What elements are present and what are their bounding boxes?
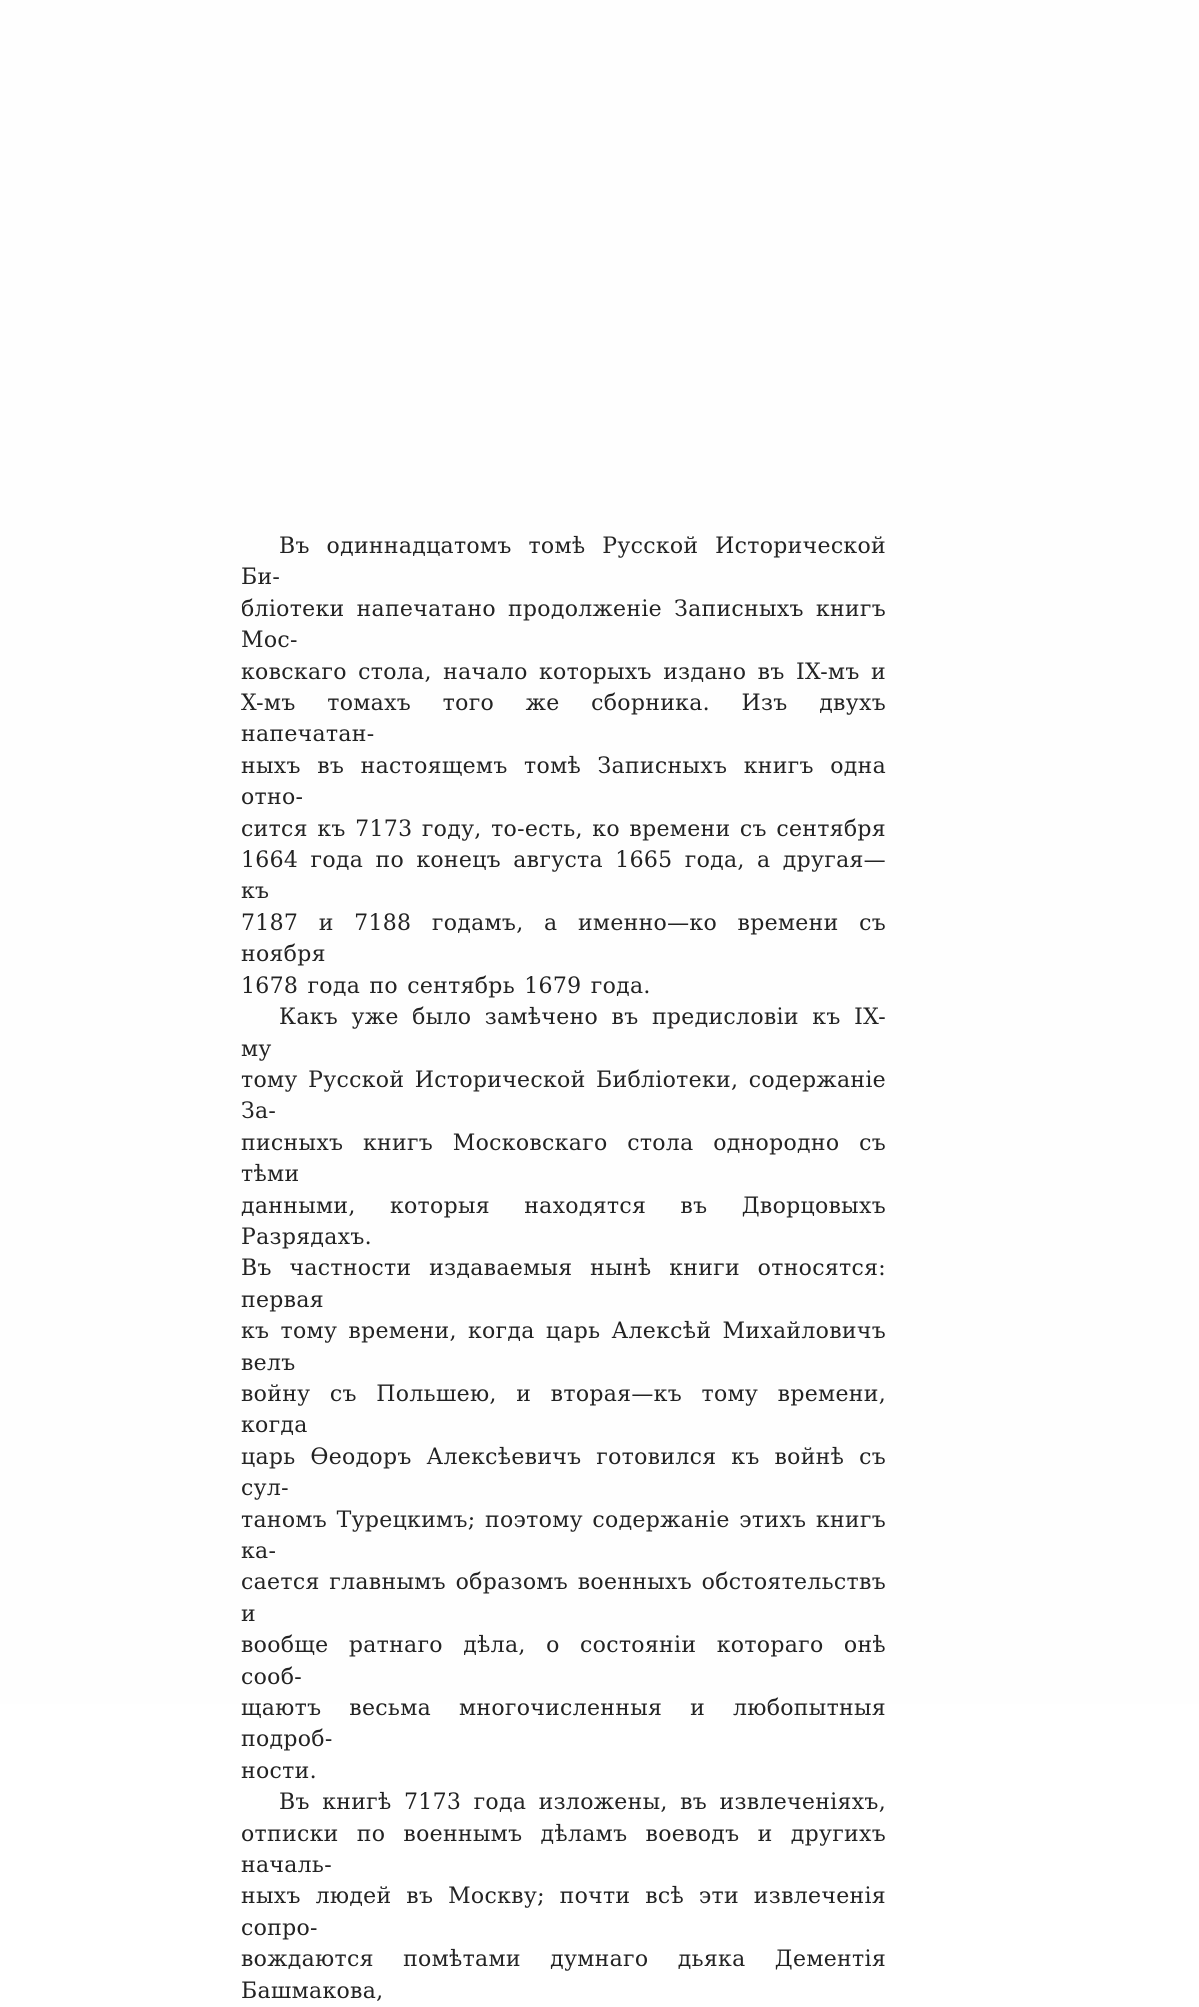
text-line: Въ частности издаваемыя нынѣ книги относятся: первая — [241, 1256, 886, 1313]
text-line: войну съ Польшею, и вторая—къ тому времени, когда — [241, 1381, 886, 1439]
text-line: ныхъ людей въ Москву; почти всѣ эти извлеченія сопро- — [241, 1884, 886, 1941]
text-line: къ тому времени, когда царь Алексѣй Михайловичъ велъ — [241, 1319, 886, 1376]
text-line: 7187 и 7188 годамъ, а именно—ко времени съ ноября — [241, 910, 886, 968]
text-block — [241, 531, 886, 2007]
text-line: сится къ 7173 году, то-есть, ко времени съ сентября — [241, 816, 886, 842]
text-line: отписки по военнымъ дѣламъ воеводъ и другихъ началь- — [241, 1821, 886, 1879]
text-line: Въ книгѣ 7173 года изложены, въ извлеченіяхъ, — [279, 1790, 886, 1816]
text-line: вождаются помѣтами думнаго дьяка Дементія Башмакова, — [241, 1947, 886, 2004]
text-line: таномъ Турецкимъ; поэтому содержаніе этихъ книгъ ка- — [241, 1507, 886, 1564]
text-line: Какъ уже было замѣчено въ предисловіи къ IX-му — [241, 1005, 886, 1062]
paragraph — [241, 1787, 886, 2007]
text-line: царь Ѳеодоръ Алексѣевичъ готовился къ войнѣ съ сул- — [241, 1444, 886, 1502]
text-line: тому Русской Исторической Библіотеки, содержаніе За- — [241, 1067, 886, 1125]
text-line: ныхъ въ настоящемъ томѣ Записныхъ книгъ одна отно- — [241, 753, 886, 811]
text-line: писныхъ книгъ Московскаго стола однородно съ тѣми — [241, 1130, 886, 1188]
text-line: данными, которыя находятся въ Дворцовыхъ Разрядахъ. — [241, 1193, 886, 1250]
text-line: Въ одиннадцатомъ томѣ Русской Исторической Би- — [241, 534, 886, 591]
text-line: ности. — [241, 1758, 317, 1784]
text-line: щаютъ весьма многочисленныя и любопытныя подроб- — [241, 1696, 886, 1753]
text-line: 1678 года по сентябрь 1679 года. — [241, 973, 651, 999]
text-line: вообще ратнаго дѣла, о состояніи котораго онѣ сооб- — [241, 1633, 886, 1690]
text-line: 1664 года по конецъ августа 1665 года, а другая—къ — [241, 848, 886, 905]
text-line: бліотеки напечатано продолженіе Записныхъ книгъ Мос- — [241, 596, 886, 654]
text-line: сается главнымъ образомъ военныхъ обстоятельствъ и — [241, 1570, 886, 1627]
text-line: X-мъ томахъ того же сборника. Изъ двухъ напечатан- — [241, 691, 886, 748]
text-line: ковскаго стола, начало которыхъ издано въ IX-мъ и — [241, 659, 886, 685]
paragraph — [241, 531, 886, 1002]
paragraph — [241, 1002, 886, 1787]
